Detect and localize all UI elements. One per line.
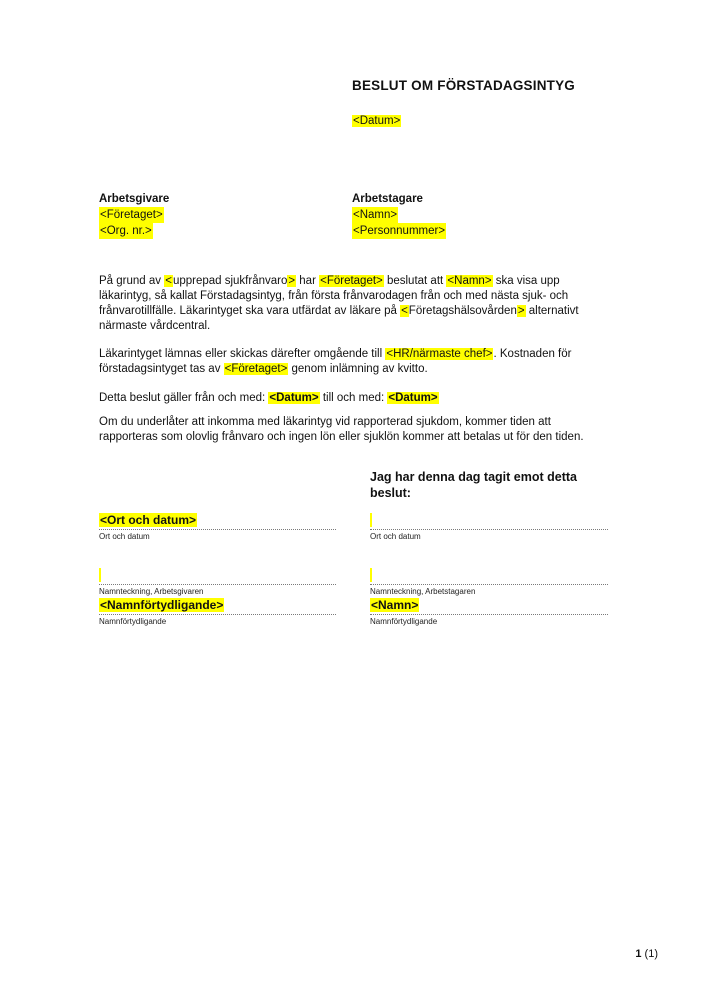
company-placeholder[interactable]: <Företaget>: [100, 209, 163, 221]
placeholder-field[interactable]: <Namn>: [447, 275, 492, 287]
page-number-current: 1: [635, 948, 642, 960]
placeholder-field[interactable]: <Datum>: [388, 392, 438, 404]
text-segment: Läkarintyget lämnas eller skickas därefter omgående till: [99, 348, 386, 360]
employee-personnr-field: [352, 223, 592, 239]
text-segment: alternativt närmaste vårdcentral.: [99, 305, 579, 332]
placeholder-field[interactable]: >: [517, 305, 525, 317]
paragraph-warning: [99, 415, 612, 445]
text-segment: ska visa upp läkarintyg, så kallat Förstadagsintyg, från första frånvarodagen från och med nästa sjuk- och frånvarotillfälle. Läkarintyget ska vara utfärdat av läkare på: [99, 275, 569, 317]
receipt-heading: Jag har denna dag tagit emot detta beslut:: [370, 470, 577, 500]
signature-caption: Namnförtydligande: [370, 617, 438, 626]
signature-caption: Ort och datum: [370, 532, 421, 541]
placeholder-field[interactable]: <Företaget>: [320, 275, 383, 287]
place-date-placeholder: [370, 513, 372, 527]
text-segment: upprepad sjukfrånvaro: [172, 275, 288, 287]
employer-block: [99, 191, 339, 239]
employer-orgnr-field: [99, 223, 339, 239]
paragraph-decision: [99, 274, 612, 334]
text-segment: Företagshälsovården: [408, 305, 517, 317]
signature-caption: Namnteckning, Arbetsgivaren: [99, 587, 204, 596]
paragraph-validity: [99, 391, 612, 406]
employee-printed-name-placeholder[interactable]: <Namn>: [371, 598, 419, 612]
employee-signature-placeholder: [370, 568, 372, 582]
employee-printed-name-field: [370, 597, 608, 614]
placeholder-field[interactable]: <HR/närmaste chef>: [386, 348, 493, 360]
employer-heading: Arbetsgivare: [99, 193, 170, 205]
personnr-placeholder[interactable]: <Personnummer>: [353, 225, 446, 237]
signature-left-signature: [99, 567, 336, 597]
placeholder-field[interactable]: <: [401, 305, 408, 317]
name-placeholder[interactable]: <Namn>: [353, 209, 398, 221]
text-segment: till och med:: [319, 392, 388, 404]
placeholder-field[interactable]: <Datum>: [269, 392, 319, 404]
employee-heading: Arbetstagare: [352, 193, 423, 205]
text-segment: genom inlämning av kvitto.: [288, 363, 428, 375]
place-date-placeholder[interactable]: <Ort och datum>: [100, 513, 197, 527]
paragraph-delivery: [99, 347, 612, 377]
signature-right-signature: [370, 567, 608, 597]
page-number-total: (1): [644, 948, 658, 960]
placeholder-field[interactable]: <Företaget>: [224, 363, 288, 375]
employee-block: [352, 191, 592, 239]
orgnr-placeholder[interactable]: <Org. nr.>: [100, 225, 152, 237]
text-segment: har: [296, 275, 320, 287]
place-date-field: [99, 512, 336, 529]
placeholder-field[interactable]: <: [165, 275, 172, 287]
place-date-field: [370, 512, 608, 529]
signature-left-place-date: [99, 512, 336, 542]
employer-signature-field: [99, 567, 336, 584]
date-field: [352, 114, 401, 129]
employer-signature-placeholder: [99, 568, 101, 582]
text-segment: . Kostnaden för förstadagsintyget tas av: [99, 348, 572, 375]
signature-caption: Namnförtydligande: [99, 617, 167, 626]
employee-signature-field: [370, 567, 608, 584]
employee-name-field: [352, 207, 592, 223]
document-title: BESLUT OM FÖRSTADAGSINTYG: [352, 78, 575, 93]
signature-caption: Namnteckning, Arbetstagaren: [370, 587, 476, 596]
signature-caption: Ort och datum: [99, 532, 150, 541]
date-placeholder[interactable]: <Datum>: [353, 115, 401, 127]
text-segment: På grund av: [99, 275, 165, 287]
employer-printed-name-field: [99, 597, 336, 614]
employer-company-field: [99, 207, 339, 223]
page-number: [560, 948, 658, 960]
text-segment: Om du underlåter att inkomma med läkarintyg vid rapporterad sjukdom, kommer tiden att rapporteras som olovlig frånvaro och ingen lön eller sjuklön kommer att betalas ut för den tiden.: [99, 416, 584, 443]
signature-right-printed-name: [370, 597, 608, 627]
text-segment: Detta beslut gäller från och med:: [99, 392, 269, 404]
signature-right-place-date: [370, 512, 608, 542]
signature-left-printed-name: [99, 597, 336, 627]
text-segment: beslutat att: [383, 275, 447, 287]
employer-printed-name-placeholder[interactable]: <Namnförtydligande>: [100, 598, 224, 612]
placeholder-field[interactable]: >: [288, 275, 296, 287]
